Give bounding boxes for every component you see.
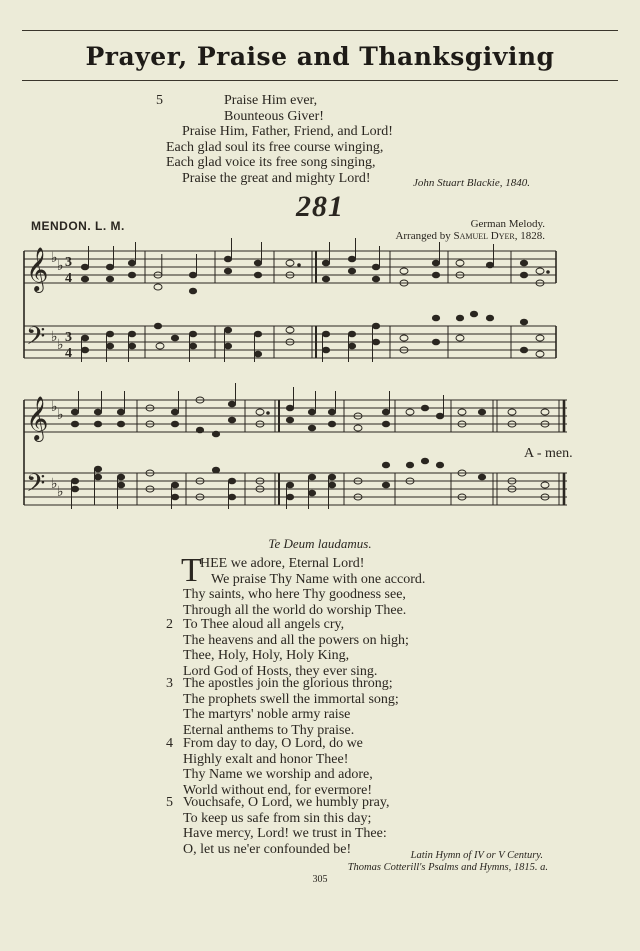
verse-line: Through all the world do worship Thee. — [183, 602, 407, 618]
verse-line: The martyrs' noble army raise — [183, 707, 351, 722]
top-stanza-attribution: John Stuart Blackie, 1840. — [412, 177, 530, 189]
treble-clef-icon: 𝄞 — [26, 396, 49, 440]
staff-lines — [24, 400, 567, 505]
time-signature-top: 3 — [65, 255, 72, 270]
stanza-line: Praise Him, Father, Friend, and Lord! — [182, 124, 393, 139]
verse-line: The apostles join the glorious throng; — [183, 676, 393, 691]
verse-line: Eternal anthems to Thy praise. — [183, 722, 355, 738]
verse-line: Thee, Holy, Holy, Holy King, — [183, 648, 350, 663]
bass-notes — [71, 458, 549, 509]
flat-icon: ♭ — [51, 250, 58, 266]
stanza-line: Praise Him ever, — [224, 93, 318, 108]
verse-number: 4 — [166, 736, 173, 751]
verse-line: Have mercy, Lord! we trust in Thee: — [183, 826, 387, 841]
verse-number: 3 — [166, 676, 173, 691]
verse-line: Thy Name we worship and adore, — [183, 767, 373, 782]
verse-number: 2 — [166, 617, 173, 632]
tune-name: MENDON. L. M. — [31, 219, 125, 233]
bass-clef-icon: 𝄢 — [26, 469, 46, 504]
verse-line: The heavens and all the powers on high; — [183, 632, 409, 648]
verse-line: O, let us ne'er confounded be! — [183, 841, 352, 857]
treble-notes — [71, 383, 549, 437]
hymn-number: 281 — [296, 190, 344, 223]
stanza-line: Each glad soul its free course winging, — [166, 139, 384, 155]
stanza-line: Praise the great and mighty Lord! — [182, 170, 371, 186]
system-1 — [24, 238, 556, 362]
stanza-line: Bounteous Giver! — [224, 108, 324, 124]
drop-cap: T — [181, 552, 202, 589]
bass-notes — [81, 311, 544, 362]
flat-icon: ♭ — [51, 399, 58, 415]
verse-1-continued — [183, 587, 406, 618]
arranger-year: 1828. — [520, 230, 545, 242]
verse-line: The prophets swell the immortal song; — [183, 691, 399, 707]
verse-number: 5 — [166, 795, 173, 810]
time-signature-top: 3 — [65, 330, 72, 345]
system-2 — [24, 383, 567, 509]
treble-clef-icon: 𝄞 — [26, 247, 49, 291]
verse-line: To Thee aloud all angels cry, — [183, 617, 345, 632]
verse-line: Vouchsafe, O Lord, we humbly pray, — [183, 795, 390, 810]
verse-1 — [200, 556, 425, 587]
text-title: Te Deum laudamus. — [268, 536, 372, 551]
stanza-number: 5 — [156, 93, 163, 108]
flat-icon: ♭ — [57, 484, 64, 500]
time-signature-bottom: 4 — [65, 271, 72, 286]
bass-clef-icon: 𝄢 — [26, 322, 46, 357]
page-header-title: Prayer, Praise and Thanksgiving — [85, 42, 555, 71]
page-number: 305 — [312, 874, 328, 885]
verse-line: Highly exalt and honor Thee! — [183, 751, 349, 767]
time-signature-bottom: 4 — [65, 346, 72, 361]
flat-icon: ♭ — [57, 337, 64, 353]
arranger-name: Samuel Dyer, — [453, 230, 518, 242]
staff-lines — [24, 251, 556, 358]
flat-icon: ♭ — [51, 476, 58, 492]
verse-line: We praise Thy Name with one accord. — [211, 571, 426, 587]
verse-line: Thy saints, who here Thy goodness see, — [183, 587, 406, 602]
arranger-prefix: Arranged by — [395, 230, 451, 242]
text-attribution-translator: Thomas Cotterill's Psalms and Hymns, 1815. a. — [347, 862, 548, 873]
flat-icon: ♭ — [57, 407, 64, 423]
text-attribution-source: Latin Hymn of IV or V Century. — [410, 850, 543, 861]
flat-icon: ♭ — [51, 329, 58, 345]
verse-line: World without end, for evermore! — [183, 782, 372, 798]
verse-line: To keep us safe from sin this day; — [183, 810, 372, 826]
composer-line: German Melody. — [470, 218, 545, 230]
verse-line: Lord God of Hosts, they ever sing. — [183, 663, 378, 679]
amen-label: A - men. — [524, 446, 573, 461]
verse-line: HEE we adore, Eternal Lord! — [200, 556, 365, 571]
flat-icon: ♭ — [57, 258, 64, 274]
verse-line: From day to day, O Lord, do we — [183, 736, 363, 751]
stanza-line: Each glad voice its free song singing, — [166, 155, 376, 170]
